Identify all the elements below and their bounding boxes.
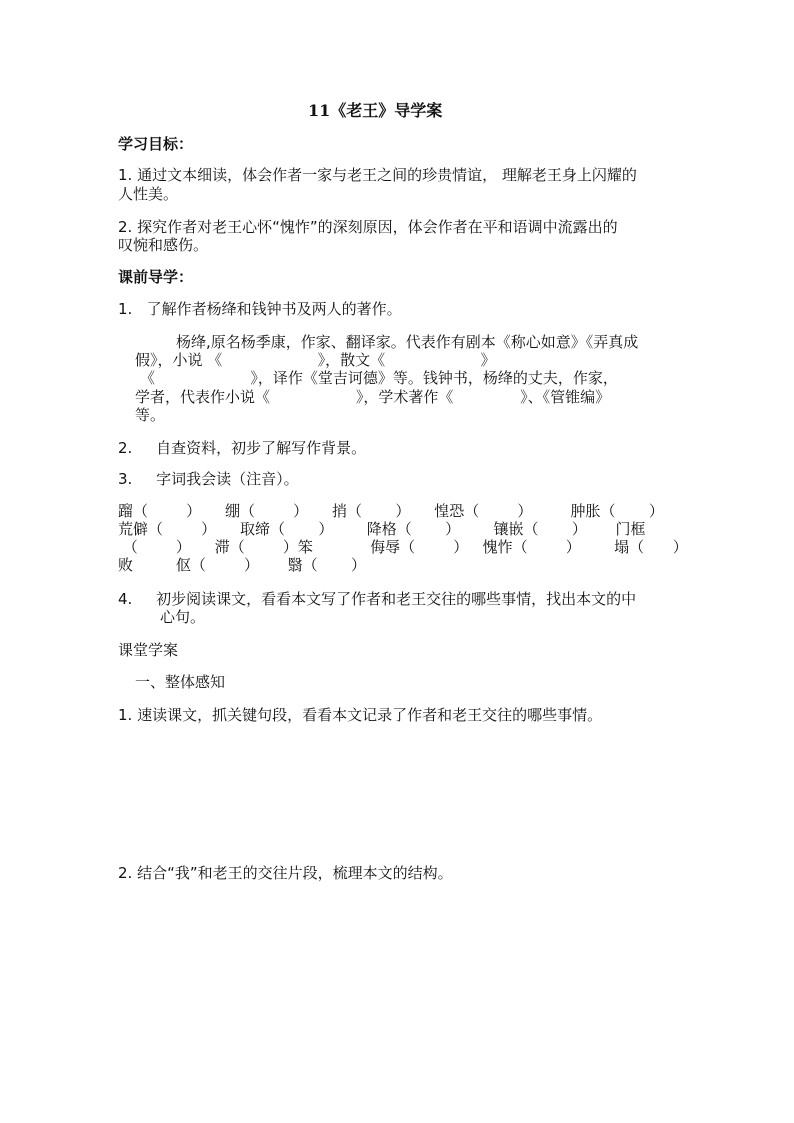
bio-line-4: 学者，代表作小说《 》，学术著作《 》、《管锥编》 bbox=[135, 388, 611, 406]
vocab-line-1: 蹓（ ） 绷（ ） 捎（ ） 惶恐（ ） 肿胀（ ） bbox=[118, 502, 664, 520]
goal-2-line-2: 叹惋和感伤。 bbox=[118, 236, 209, 254]
bio-line-2: 假》，小说 《 》，散文《 》 bbox=[135, 351, 496, 369]
goal-2-line-1: 2. 探究作者对老王心怀“愧怍”的深刻原因，体会作者在平和语调中流露出的 bbox=[118, 218, 618, 236]
bio-line-5: 等。 bbox=[135, 406, 166, 424]
question-4-line-2: 心句。 bbox=[160, 608, 206, 626]
preview-heading: 课前导学： bbox=[118, 268, 194, 286]
vocab-line-4: 败 伛（ ） 翳（ ） bbox=[118, 556, 367, 574]
vocab-line-2: 荒僻（ ） 取缔（ ） 降格（ ） 镶嵌（ ） 门框 bbox=[118, 520, 646, 538]
bio-line-3: 《 》，译作《堂吉诃德》等。钱钟书，杨绛的丈夫，作家， bbox=[140, 369, 618, 387]
question-2: 2. 自查资料，初步了解写作背景。 bbox=[118, 439, 367, 457]
class-heading: 课堂学案 bbox=[118, 641, 179, 659]
question-4-line-1: 4. 初步阅读课文，看看本文写了作者和老王交往的哪些事情，找出本文的中 bbox=[118, 590, 637, 608]
goal-1-line-2: 人性美。 bbox=[118, 185, 179, 203]
task-2: 2. 结合“我”和老王的交往片段，梳理本文的结构。 bbox=[118, 864, 453, 882]
doc-title: 11《老王》导学案 bbox=[308, 101, 443, 120]
goals-heading: 学习目标： bbox=[118, 135, 194, 153]
question-3: 3. 字词我会读（注音）。 bbox=[118, 470, 299, 488]
question-1: 1. 了解作者杨绛和钱钟书及两人的著作。 bbox=[118, 300, 402, 318]
vocab-line-3: （ ） 滞（ ）笨 侮辱（ ） 愧怍（ ） 塌（ ） bbox=[118, 538, 688, 556]
bio-line-1: 杨绛,原名杨季康，作家、翻译家。代表作有剧本《称心如意》《弄真成 bbox=[176, 333, 639, 351]
task-1: 1. 速读课文，抓关键句段，看看本文记录了作者和老王交往的哪些事情。 bbox=[118, 706, 603, 724]
goal-1-line-1: 1. 通过文本细读，体会作者一家与老王之间的珍贵情谊， 理解老王身上闪耀的 bbox=[118, 166, 637, 184]
section-1-heading: 一、整体感知 bbox=[135, 673, 226, 691]
